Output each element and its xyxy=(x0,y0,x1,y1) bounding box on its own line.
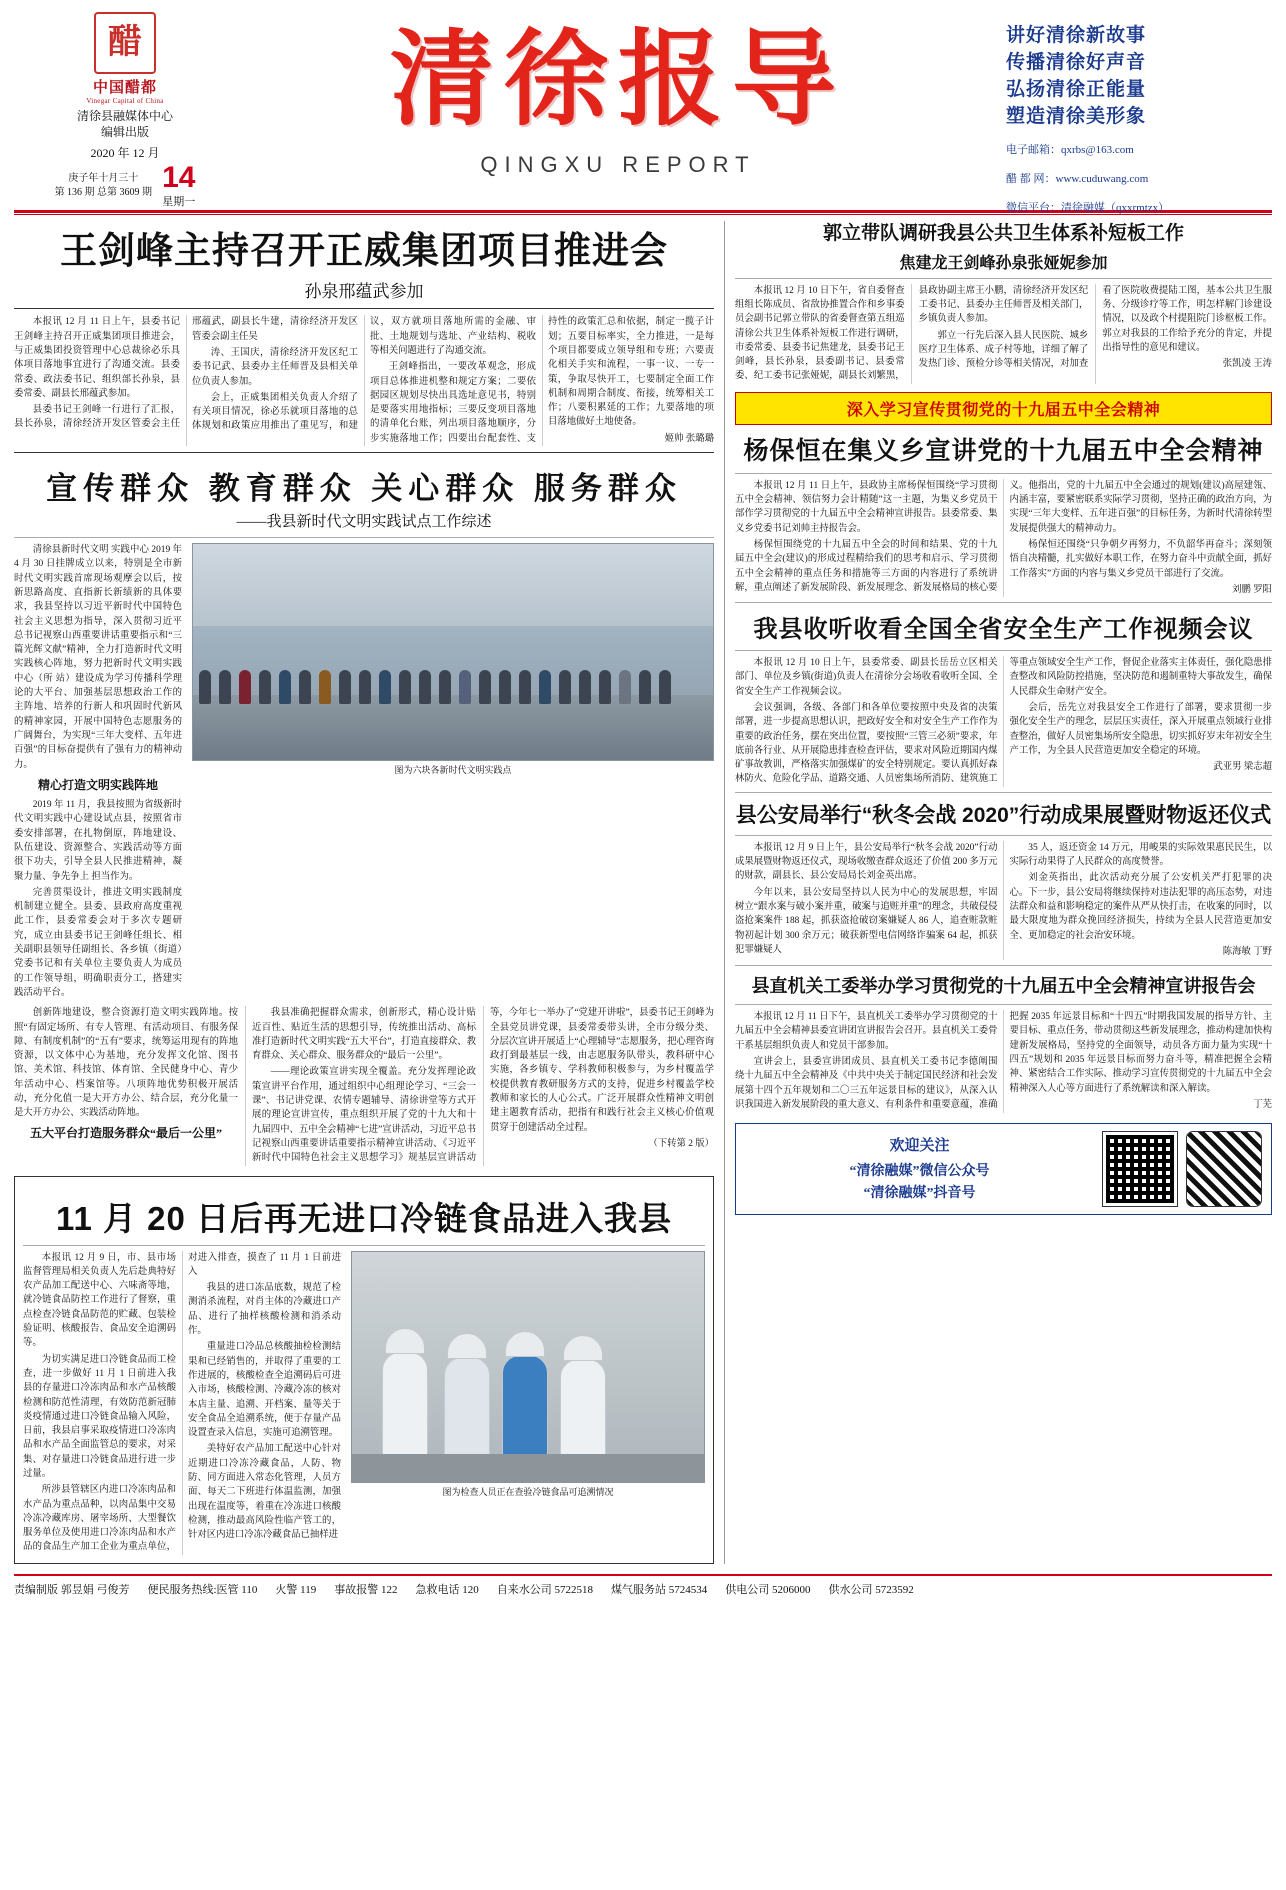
feature-subheadline: ——我县新时代文明实践试点工作综述 xyxy=(236,514,492,531)
bottom-para-3: 所涉县管辖区内进口冷冻肉品和水产品为重点品种，以肉品集中交易冷冻冷藏库房、屠宰场所、大型餐饮服务单位及使用进口冷冻肉品和水产品的食品生产加工企业为重点单位，对进入排查，摸查了 11 月 1 日前进入 xyxy=(23,1252,341,1553)
divider-4 xyxy=(23,1245,705,1246)
divider-r2 xyxy=(735,473,1272,474)
divider-r4 xyxy=(735,835,1272,836)
bottom-photo-block xyxy=(351,1251,705,1555)
footer-gas: 煤气服务站 5724534 xyxy=(611,1583,708,1596)
right-article-3-body xyxy=(735,656,1272,787)
right-column xyxy=(724,221,1272,1564)
bottom-para-1: 本报讯 12 月 9 日，市、县市场监督管理局相关负责人先后赴典特好农产品加工配送中心、六味斋等地，就冷链食品防控工作进行了督察，重点检查冷链食品防范的贮藏、包装检验证明、核酸报告、食品安全追溯码等。 xyxy=(23,1252,176,1349)
footer-water: 自来水公司 5722518 xyxy=(496,1583,593,1596)
bottom-para-2: 为切实满足进口冷链食品而工检查，进一步做好 11 月 1 日前进入我县的存量进口冷冻肉品和水产品核酸检测和防范性清理，有效防范新冠肺炎疫情通过进口冷链食品输入风险，日前，我县启事采取疫情进口冷冻肉品和水产品全面监管总的要求，对采集、对存量进口冷链食品进行进一步过量。 xyxy=(23,1354,176,1479)
divider-2 xyxy=(14,452,714,453)
r2-para-1: 本报讯 12 月 11 日上午，县政协主席杨保恒围绕“学习贯彻五中全会精神、领信努力会计精随”这一主题，为集义乡党员干部作学习贯彻党的十九届五中全会精神宣讲报告。县委常委、集义乡党委书记刘帅主持报告会。 xyxy=(735,480,998,534)
feature-layout xyxy=(14,543,714,1002)
page-content xyxy=(14,221,1272,1564)
contact-wechat: 微信平台：清徐融媒（qxxrmtzx） xyxy=(1006,202,1170,214)
feature-subsection-title: 五大平台打造服务群众“最后一公里” xyxy=(29,1125,222,1140)
slogan-1: 讲好清徐新故事 xyxy=(1006,25,1147,46)
lead-para-2: 县委书记王剑峰一行进行了汇报，县长孙泉，清徐经济开发区管委会主任邢蕴武，副县长牛建，清徐经济开发区管委会副主任吴 xyxy=(14,317,358,430)
logo-english-text: Vinegar Capital of China xyxy=(86,97,164,105)
r4-para-3: 35 人，返还资金 14 万元，用峻果的实际效果惠民民生，以实际行动果得了人民群众的高度赞誉。 xyxy=(1009,842,1272,868)
photo-crowd xyxy=(193,618,713,704)
newspaper-title: 清徐报导 xyxy=(389,23,846,138)
feature-body-columns xyxy=(14,1006,714,1165)
bottom-photo-caption: 图为检查人员正在查验冷链食品可追溯情况 xyxy=(442,1486,614,1497)
special-column-banner: 深入学习宣传贯彻党的十九届五中全会精神 xyxy=(735,392,1272,425)
r3-para-1: 本报讯 12 月 10 日上午，县委常委、副县长岳岳立区相关部门、单位及乡镇(街道)负责人在清徐分会场收看收听全国、全省安全生产工作视频会议。 xyxy=(735,658,998,697)
promo-title: 欢迎关注 xyxy=(889,1137,950,1154)
publisher-line-1: 清徐县融媒体中心 xyxy=(76,109,173,123)
lead-para-4: 会上，正威集团相关负责人介绍了有关项目情况，徐必乐就项目落地的总体规划和政策应用推出了重见写，和建议，双方就项目落地所需的金融、审批、土地规划与选址、产业结构、税收等相关问题进行了沟通交流。 xyxy=(192,317,536,432)
logo-chinese-text: 中国醋都 xyxy=(92,80,157,96)
right-article-5-body xyxy=(735,1010,1272,1113)
right-article-2-headline: 杨保恒在集义乡宣讲党的十九届五中全会精神 xyxy=(743,436,1264,465)
divider-r5 xyxy=(735,1004,1272,1005)
right-article-4-body xyxy=(735,841,1272,960)
r3-para-3: 会后，岳先立对我县安全工作进行了部署，要求贯彻一步强化安全生产的理念，层层压实责任，深入开展重点领域行业排查整治，做好人员密集场所安全隐患，切实抓好岁末年初安全生产工作，为全县人民营造更加安全稳定的环境。 xyxy=(1009,702,1273,756)
feature-headline: 宣传群众 教育群众 关心群众 服务群众 xyxy=(46,471,682,507)
vinegar-capital-logo-icon: 醋 xyxy=(94,12,156,74)
r4-byline: 陈海敏 丁野 xyxy=(1222,946,1272,957)
divider xyxy=(14,308,714,309)
promo-wechat-line: “清徐融媒”微信公众号 xyxy=(849,1163,990,1179)
r3-para-2: 会议强调，各级、各部门和各单位要按照中央及省的决策部署，进一步提高思想认识，把政好安全和对安全生产工作作为重要的政治任务，摆在突出位置，要按照“三管三必须”要求，年底前各行业、从开展隐患排查检查评估，要求对风险近期国内煤矿事故教训，严格落实加强煤矿的安全特别规定。要认真抓好森林防火、危险化学品、道路交通、人员密集场所消防、建筑施工等重点领域安全生产工作，督促企业落实主体责任，强化隐患排查整改和风险防控措施，坚决防范和遏制重特大事故发生，确保人民群众生命财产安全。 xyxy=(735,658,1273,785)
day-number: 14 xyxy=(162,161,196,194)
r1-byline: 张凯凌 王涛 xyxy=(1222,359,1272,370)
wechat-qr-code[interactable] xyxy=(1103,1132,1177,1206)
r3-byline: 武亚男 梁志超 xyxy=(1213,762,1272,773)
r4-para-1: 本报讯 12 月 9 日上午，县公安局举行“秋冬会战 2020”行动成果展暨财物返还仪式，现场收缴查群众返还了价值 200 多万元的财款，副县长、县公安局局长刘金英出席。 xyxy=(735,842,998,882)
footer-power: 供电公司 5206000 xyxy=(725,1583,811,1596)
divider-r3b xyxy=(735,792,1272,793)
r2-byline: 刘鹏 罗阳 xyxy=(1232,584,1272,595)
page-footer xyxy=(14,1574,1272,1597)
lead-headline: 王剑峰主持召开正威集团项目推进会 xyxy=(60,230,668,271)
lead-para-3: 涛、王国庆，清徐经济开发区纪工委书记武、县委办主任师晋及县相关单位负责人参加。 xyxy=(192,347,358,387)
r5-byline: 丁芜 xyxy=(1253,1099,1272,1110)
masthead-left xyxy=(20,8,230,209)
lead-subheadline: 孙泉邢蕴武参加 xyxy=(304,282,424,302)
footer-accident: 事故报警 122 xyxy=(334,1583,398,1596)
right-article-2-body xyxy=(735,479,1272,597)
right-article-1-headline: 郭立带队调研我县公共卫生体系补短板工作 xyxy=(822,223,1184,244)
feature-para-3: 完善贯渠设计，推进文明实践制度机制建立健全。县委、县政府高度重视此工作，县委常委会对于多次专题研究，成立由县委书记王剑峰任组长、相关副职县领导任副组长、各乡镇（街道）党委书记和有关单位主要负责人为成员的工作领导组，明确职责分工，搭建实践活动平台。 xyxy=(14,887,182,998)
divider-r1 xyxy=(735,278,1272,279)
footer-editors: 责编制版 郭昱娟 弓俊芳 xyxy=(14,1583,130,1596)
masthead xyxy=(14,0,1272,214)
weekday: 星期一 xyxy=(162,196,196,208)
douyin-qr-code[interactable] xyxy=(1187,1132,1261,1206)
bottom-article xyxy=(14,1176,714,1564)
divider-3 xyxy=(14,537,714,538)
bottom-para-6: 美特好农产品加工配送中心针对近期进口冷冻冷藏食品，人防、物防、同方面进入常态化管理，人员方面、每天二下班进行体温监测，加强出现在温度等，着重在冷冻进口核酸检测，推动最高风险性临产管工的，针对区内进口冷冻冷藏食品已抽样进 xyxy=(188,1444,341,1541)
right-article-3-headline: 我县收听收看全国全省安全生产工作视频会议 xyxy=(753,616,1254,644)
footer-ambulance: 急救电话 120 xyxy=(415,1583,479,1596)
r4-para-2: 今年以来，县公安局坚持以人民为中心的发展思想，牢固树立“跟水案与破小案并重，破案与追赃并重”的理念，共破侵侵盗抢案案件 188 起，抓获盗抢破窃案嫌疑人 86 人，追查赃款赃物初起计划 300 余万元；破获新型电信网络诈骗案 64 起，抓获犯罪嫌疑人 xyxy=(735,887,998,955)
feature-para-2: 2019 年 11 月，我县按照为省级新时代文明实践中心建设试点县，按照省市委安排部署，在扎物倒原，阵地建设、队伍建设、资源整合、实践活动等方面很下功夫，引导全县人民推进精神，凝聚力量、争先争上 担当作为。 xyxy=(14,800,182,882)
bottom-layout xyxy=(23,1251,705,1555)
right-article-5-headline: 县直机关工委举办学习贯彻党的十九届五中全会精神宣讲报告会 xyxy=(751,976,1256,997)
feature-photo xyxy=(192,543,714,761)
follow-us-promo xyxy=(735,1123,1272,1215)
footer-hotline: 便民服务热线:医管 110 xyxy=(147,1583,258,1596)
feature-para-4: 创新阵地建设，整合资源打造文明实践阵地。按照“有固定场所、有专人管理、有活动项目、有服务保障、有制度机制”的“五有”要求，统筹运用现有的阵地资源，以文体中心为基地，充分发挥文化馆、图书馆、美术馆、科技馆、体育馆、全民健身中心、青少年活动中心、档案馆等。八项阵地优势积极开展活动，充分化值一是大开方办公、结合层，充分化量一是大开方办公、实践活动阵地。 xyxy=(14,1008,238,1119)
promo-douyin-line: “清徐融媒”抖音号 xyxy=(863,1185,976,1201)
slogan-3: 弘扬清徐正能量 xyxy=(1006,79,1147,100)
divider-r2b xyxy=(735,602,1272,603)
masthead-right xyxy=(1006,8,1266,217)
slogan-4: 塑造清徐美形象 xyxy=(1006,106,1147,127)
issue-number: 第 136 期 总第 3609 期 xyxy=(54,187,153,198)
r1-para-1: 本报讯 12 月 10 日下午，省自委督查组组长陈成员、省敌协推置合作和乡事委员会副书记郭立带队的省委督查第五组巡清徐公共卫生体系补短板工作进行调研，市委常委、县委书记焦建龙，县委书记王剑峰，县长孙泉，县委副书记、县委常委、纪工委书记张娅妮，副县长刘繁黑，县政协副主席王小鹏，清徐经济开发区纪工委书记、县委办主任师晋及相关部门，乡镇负责人参加。 xyxy=(735,285,1089,382)
contact-email: 电子邮箱：qxrbs@163.com xyxy=(1006,144,1134,156)
lead-byline: 姬帅 张璐璐 xyxy=(664,433,714,444)
bottom-headline: 11 月 20 日后再无进口冷链食品进入我县 xyxy=(55,1199,673,1237)
promo-text-block xyxy=(746,1134,1093,1205)
masthead-center xyxy=(230,8,1006,178)
r4-para-4: 刘金英指出，此次活动充分展了公安机关严打犯罪的决心。下一步，县公安局将继续保持对违法犯罪的高压态势，对违法群众和益和影响稳定的案件从严从快打击，在收案的同时，以最大限度地为群众挽回经济损失，持续为全县人民营造更加安全、更加稳定的社会治安环境。 xyxy=(1009,873,1273,941)
feature-section-title: 精心打造文明实践阵地 xyxy=(37,777,158,792)
r1-para-2: 郭立一行先后深入县人民医院、城乡医疗卫生体系、成子村等地，详细了解了发热门诊、预检分诊等相关情况，对加查看了医院收费提陆工图，基本公共卫生服务、分级诊疗等工作，明怎样解门诊建设情况，以及政个村提阻院门诊枢板工作。郭立对我县的工作给予充分的肯定，并提出指导性的意见和建议。 xyxy=(918,285,1272,370)
right-article-1-body xyxy=(735,284,1272,384)
feature-para-1: 清徐县新时代文明 实践中心 2019 年 4 月 30 日挂牌成立以来，特别是全市新时代文明实践首席现场观摩会以后，按新思路高度、直指新长新绩新的具体要求，我县坚持以习近平新时代中国特色社会主义思想为指导，深入贯彻习近平总书记视察山西重要讲话重要指示和“三篇光辉文献”精神，全力打造新时代文明实践核心阵地，努力把新时代文明实践中心（所 站）建设成为学习传播科学理论的大平台、加强基层思想政治工作的主阵地、培养的行新人和巩固时代新风的精神家园，开展中国特色志愿服务的广阔舞台，为实现“三年大变样、五年进百强”的目标奋提供有了强有力的精神动力。 xyxy=(14,545,182,770)
feature-para-6: ——理论政策宣讲实现全覆盖。充分发挥理论政策宣讲平台作用，通过组织中心组理论学习、“三会一课”、书记讲党课、农情专题辅导、清徐讲堂等方式开展的理论宣讲宣传，重点组织开展了党的十九大和十九届四中、五中全会精神“七进”宣讲活动，习近平总书记视察山西重要讲话重要指示精神宣讲活动、《习近平新时代中国特色社会主义思想学习》规基层宣讲活动等，今年七一举办了“党建开讲啦”，县委书记王剑峰为全县党员讲党课，县委常委带头讲，全市分级分类、分层次宣讲开展适上“心理辅导”志愿服务，把心理咨询政打到最基层一线，由志愿服务队带头，教科研中心实施，各乡镇专、学科教师积极参与，为乡村覆盖学校提供教育教研服务方式的支持，促进乡村覆盖学校教师和家长的人心公式。广泛开展群众性精神文明创建主题教育活动，把指有和践行社会主义核心价值观贯穿于创建活动全过程。 xyxy=(252,1008,714,1164)
r5-para-2: 宣讲会上，县委宣讲团成员、县直机关工委书记李德阐围绕十九届五中全会精神及《中共中央关于制定国民经济和社会发展第十四个五年规划和二〇三五年远景目标的建议》，从深入认识我国进入新发展阶段的重大意义、有利条件和重要意蕴，准确把握 2035 年远景目标和“十四五”时期我国发展的指导方针、主要目标、重点任务，带动贯彻这些新发展理念，推动构建加快构建新发展格局，坚持党的全面领导，动员各方面力量为实现“十四五”规划和 2035 年远景目标而努力奋斗等，精准把握全会精神、紧密结合工作实际、推动学习宣传贯彻党的十九届五中全会精神深入人心等方面进行了系统解读和深入解读。 xyxy=(735,1012,1273,1110)
lunar-date: 庚子年十月三十 xyxy=(68,173,139,184)
feature-col-1 xyxy=(14,543,182,1002)
feature-photo-caption: 图为六块各新时代文明实践点 xyxy=(394,765,512,776)
bottom-photo xyxy=(351,1251,705,1483)
bottom-text-left xyxy=(23,1251,341,1555)
contact-website: 醋 都 网：www.cuduwang.com xyxy=(1006,173,1149,185)
publisher-line-2: 编辑出版 xyxy=(100,125,149,139)
divider-r4b xyxy=(735,965,1272,966)
footer-fire: 火警 119 xyxy=(275,1583,317,1596)
feature-continued: （下转第 2 版） xyxy=(648,1138,714,1149)
right-article-1-subheadline: 焦建龙王剑峰孙泉张娅妮参加 xyxy=(899,254,1108,272)
lead-para-1: 本报讯 12 月 11 日上午，县委书记王剑峰主持召开正威集团项目推进会，与正威集团投资管理中心总裁徐必乐具体项目落地事宜进行了沟通交流。县委常委、政法委书记、组织部长孙泉，县委常委、副县长邢蕴武参加。 xyxy=(14,317,180,399)
divider-r3 xyxy=(735,650,1272,651)
bottom-para-4: 我县的进口冻品底数，规范了检测消杀流程，对肖主体的冷藏进口产品、进行了抽样核酸检测和消杀动作。 xyxy=(188,1283,341,1337)
feature-para-5: 我县准确把握群众需求，创新形式，精心设计贴近百性、贴近生活的思想引导，传统推出活动、高标准打造新时代文明实践“五大平台”，打造直接群众、教育群众、关心群众、服务群众的“最后一公里”。 xyxy=(252,1008,476,1062)
left-column xyxy=(14,221,714,1564)
newspaper-title-pinyin: QINGXU REPORT xyxy=(480,152,756,177)
slogan-2: 传播清徐好声音 xyxy=(1006,52,1147,73)
feature-photo-block xyxy=(192,543,714,1002)
r5-para-1: 本报讯 12 月 11 日下午，县直机关工委举办学习贯彻党的十九届五中全会精神县委宣讲团宣讲报告会召开。县直机关工委骨干系基层组织负责人和党员干部参加。 xyxy=(735,1012,998,1051)
bottom-para-5: 重量进口冷品总核酸抽检检测结果和已经销售的，并取得了重要的工作进展的，核酸检查全追溯码后可进入市场，核酸检测、冷藏冷冻的核对本店主量、追溯、开档案、量等关于安全食品全追溯系统，便于存量产品设置查录入信息，实施可追溯管理。 xyxy=(188,1342,341,1439)
lead-article-body xyxy=(14,315,714,446)
publication-date: 2020 年 12 月 xyxy=(90,146,160,160)
r2-para-3: 杨保恒还围绕“只争朝夕再努力，不负韶华再奋斗；深刻领悟自决精髓，扎实做好本职工作，在努力奋斗中贡献全面，抓好工作落实”方面的内容与集义乡党员干部进行了交流。 xyxy=(1009,539,1273,579)
right-article-4-headline: 县公安局举行“秋冬会战 2020”行动成果展暨财物返还仪式 xyxy=(735,803,1272,827)
r2-para-2: 杨保恒围绕党的十九届五中全会的时间和结果、党的十九届五中全会(建议)的形成过程精给我们的思考和启示、学习贯彻五中全会精神的重点任务和措施等三方面的内容进行了系统讲解，重点阐述了新发展阶段、新发展理念、新发展格局的核心要义。他指出，党的十九届五中全会通过的规划(建议)高屋建瓴、内涵丰富，要紧密联系实际学习贯彻，坚持正确的政治方向，为实现“三年大变样、五年进百强”的目标任务，为新时代清徐转型发展提供强大的精神动力。 xyxy=(735,480,1273,593)
footer-heat: 供水公司 5723592 xyxy=(828,1583,914,1596)
lead-para-5: 王剑峰指出，一要改革观念，形成项目总体推进机整和规定方案；二要依据园区规划尽快出具选址意见书，特别是要落实用地指标；三要反变项目落地的清单化台账，列出项目落地顺序，分步实施落地工作；四要出台配套性、支持性的政策汇总和依据，制定一揽子计划；五要目标率实，全力推进，一是每个项目都要成立领导组和专班；六要责化相关手实和流程，一事一议、一专一策，争取尽快开工，七要制定全面工作机制和周期合制度、衔接，统筹相关工作；八要积累延的工作；九要落地的项目落地做好土地使备。 xyxy=(370,317,714,444)
